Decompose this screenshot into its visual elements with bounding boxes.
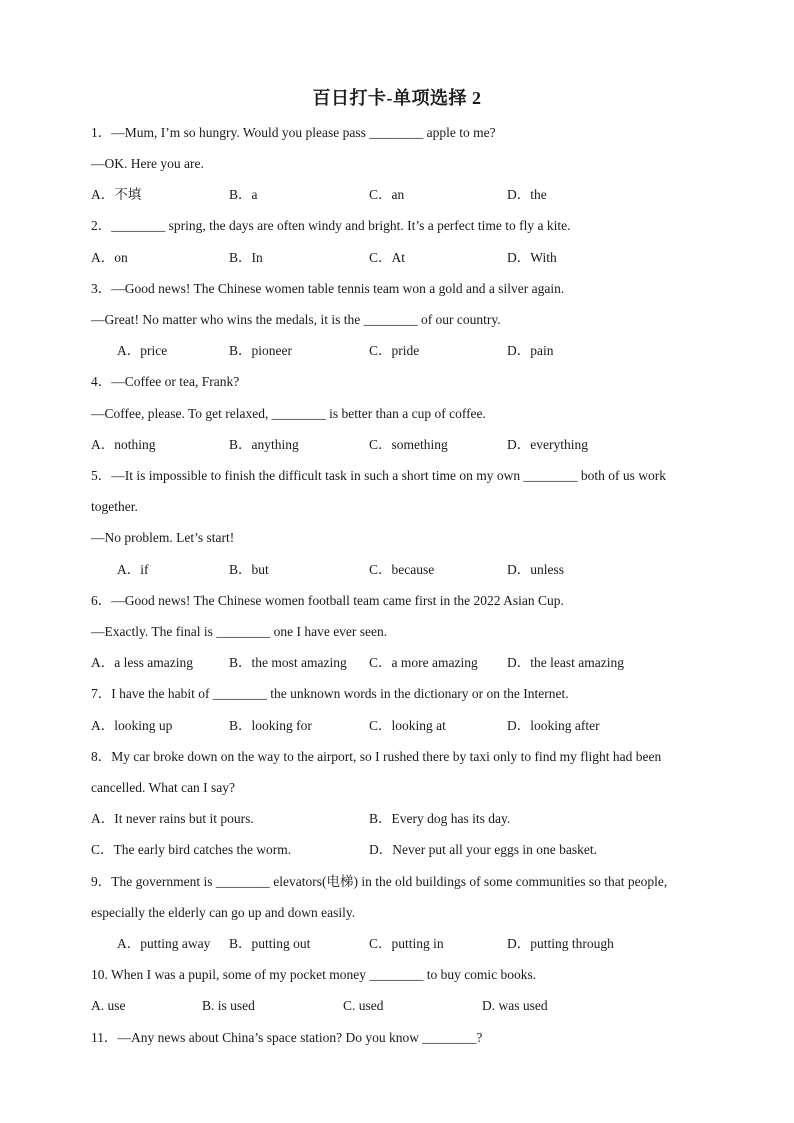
question-4-option-a: A．nothing (91, 437, 156, 452)
question-5-option-c: C．because (369, 562, 435, 577)
question-10-option-d: D. was used (482, 998, 548, 1013)
question-1-line-2: —OK. Here you are. (91, 156, 204, 171)
question-3-stem: 3．—Good news! The Chinese women table tennis team won a gold and a silver again. (91, 281, 565, 296)
question-7-option-a: A．looking up (91, 718, 173, 733)
question-8-option-b: B．Every dog has its day. (369, 811, 511, 826)
question-8-option-c: C．The early bird catches the worm. (91, 842, 292, 857)
question-9-option-c: C．putting in (369, 936, 444, 951)
question-8-line-2: cancelled. What can I say? (91, 780, 236, 795)
question-7-option-d: D．looking after (507, 718, 600, 733)
question-3-option-c: C．pride (369, 343, 420, 358)
question-3-line-2: —Great! No matter who wins the medals, it is the ________ of our country. (91, 312, 501, 327)
question-6-option-b: B．the most amazing (229, 655, 347, 670)
question-9-option-d: D．putting through (507, 936, 614, 951)
question-3-option-a: A．price (117, 343, 168, 358)
question-11-stem: 11．—Any news about China’s space station? Do you know ________? (91, 1030, 483, 1045)
question-7-option-b: B．looking for (229, 718, 312, 733)
question-5-option-d: D．unless (507, 562, 564, 577)
question-10-option-a: A. use (91, 998, 126, 1013)
question-8-stem: 8．My car broke down on the way to the airport, so I rushed there by taxi only to find my flight had been (91, 749, 662, 764)
question-5-stem: 5．—It is impossible to finish the difficult task in such a short time on my own ________ both of us work (91, 468, 666, 483)
question-1-stem: 1．—Mum, I’m so hungry. Would you please pass ________ apple to me? (91, 125, 496, 140)
question-3-option-d: D．pain (507, 343, 554, 358)
question-6-line-2: —Exactly. The final is ________ one I have ever seen. (91, 624, 388, 639)
question-4-option-d: D．everything (507, 437, 588, 452)
question-5-option-a: A．if (117, 562, 149, 577)
question-2-option-a: A．on (91, 250, 128, 265)
question-6-stem: 6．—Good news! The Chinese women football team came first in the 2022 Asian Cup. (91, 593, 564, 608)
question-4-line-2: —Coffee, please. To get relaxed, ________ is better than a cup of coffee. (91, 406, 486, 421)
question-2-option-b: B．In (229, 250, 263, 265)
question-6-option-d: D．the least amazing (507, 655, 624, 670)
question-5-option-b: B．but (229, 562, 269, 577)
question-6-option-a: A．a less amazing (91, 655, 193, 670)
question-8-option-a: A．It never rains but it pours. (91, 811, 254, 826)
question-10-option-c: C. used (343, 998, 384, 1013)
question-2-option-c: C．At (369, 250, 406, 265)
question-2-stem: 2．________ spring, the days are often windy and bright. It’s a perfect time to fly a kite. (91, 218, 571, 233)
question-9-stem: 9．The government is ________ elevators(电梯) in the old buildings of some communities so that people, (91, 874, 668, 889)
question-3-option-b: B．pioneer (229, 343, 292, 358)
question-9-line-2: especially the elderly can go up and down easily. (91, 905, 356, 920)
question-1-option-c: C．an (369, 187, 405, 202)
question-1-option-d: D．the (507, 187, 547, 202)
question-1-option-b: B．a (229, 187, 258, 202)
question-7-stem: 7．I have the habit of ________ the unknown words in the dictionary or on the Internet. (91, 686, 569, 701)
question-9-option-b: B．putting out (229, 936, 311, 951)
question-4-stem: 4．—Coffee or tea, Frank? (91, 374, 240, 389)
question-10-stem: 10. When I was a pupil, some of my pocket money ________ to buy comic books. (91, 967, 537, 982)
page-title: 百日打卡-单项选择 2 (312, 88, 482, 108)
question-9-option-a: A．putting away (117, 936, 211, 951)
question-8-option-d: D．Never put all your eggs in one basket. (369, 842, 597, 857)
question-7-option-c: C．looking at (369, 718, 446, 733)
question-4-option-b: B．anything (229, 437, 299, 452)
question-2-option-d: D．With (507, 250, 557, 265)
question-6-option-c: C．a more amazing (369, 655, 478, 670)
question-10-option-b: B. is used (202, 998, 255, 1013)
question-4-option-c: C．something (369, 437, 448, 452)
question-5-line-3: —No problem. Let’s start! (91, 530, 235, 545)
question-5-line-2: together. (91, 499, 138, 514)
question-1-option-a: A．不填 (91, 187, 142, 202)
